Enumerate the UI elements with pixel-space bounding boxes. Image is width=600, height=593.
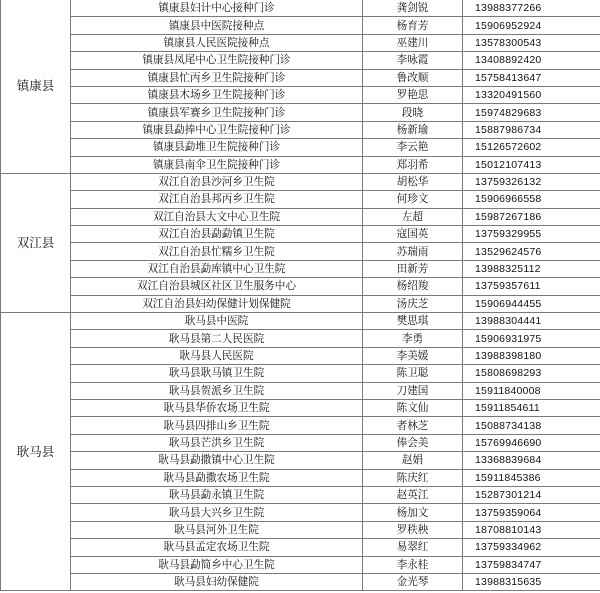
- contact-cell: 杨绍羧: [363, 278, 463, 295]
- phone-cell: 15906966558: [463, 191, 600, 208]
- phone-cell: 13988325112: [463, 260, 600, 277]
- phone-cell: 15088734138: [463, 417, 600, 434]
- contact-cell: 罗艳思: [363, 86, 463, 103]
- site-cell: 镇康县木场乡卫生院接种门诊: [71, 86, 363, 103]
- table-row: [1, 191, 600, 208]
- site-cell: 双江自治县忙糯乡卫生院: [71, 243, 363, 260]
- site-cell: 耿马县勐撒农场卫生院: [71, 469, 363, 486]
- table-row: [1, 365, 600, 382]
- phone-cell: 15911845386: [463, 469, 600, 486]
- site-cell: 耿马县妇幼保健院: [71, 573, 363, 590]
- table-row: [1, 243, 600, 260]
- table-row: [1, 226, 600, 243]
- site-cell: 耿马县人民医院: [71, 347, 363, 364]
- phone-cell: 13529624576: [463, 243, 600, 260]
- site-cell: 镇康县勐捧中心卫生院接种门诊: [71, 121, 363, 138]
- contact-cell: 李云艳: [363, 139, 463, 156]
- table-row: [1, 139, 600, 156]
- contact-cell: 杨育芳: [363, 17, 463, 34]
- site-cell: 耿马县华侨农场卫生院: [71, 399, 363, 416]
- phone-cell: 18708810143: [463, 521, 600, 538]
- site-cell: 双江自治县邦丙乡卫生院: [71, 191, 363, 208]
- contact-cell: 赵英江: [363, 486, 463, 503]
- site-cell: 镇康县中医院接种点: [71, 17, 363, 34]
- table-row: [1, 313, 600, 330]
- contact-cell: 苏瑞雨: [363, 243, 463, 260]
- contact-cell: 寇国英: [363, 226, 463, 243]
- contact-cell: 杨新瑜: [363, 121, 463, 138]
- phone-cell: 13408892420: [463, 52, 600, 69]
- contact-cell: 田新芳: [363, 260, 463, 277]
- contact-cell: 陈文仙: [363, 399, 463, 416]
- table-body: [1, 0, 600, 591]
- site-cell: 耿马县芒洪乡卫生院: [71, 434, 363, 451]
- table-row: [1, 86, 600, 103]
- table-row: [1, 69, 600, 86]
- phone-cell: 13759357611: [463, 278, 600, 295]
- table-row: [1, 452, 600, 469]
- phone-cell: 13320491560: [463, 86, 600, 103]
- site-cell: 耿马县耿马镇卫生院: [71, 365, 363, 382]
- site-cell: 双江自治县勐勐镇卫生院: [71, 226, 363, 243]
- contact-cell: 陈庆红: [363, 469, 463, 486]
- site-cell: 双江自治县妇幼保健计划保健院: [71, 295, 363, 312]
- phone-cell: 13988304441: [463, 313, 600, 330]
- table-row: [1, 417, 600, 434]
- table-row: [1, 121, 600, 138]
- contact-cell: 李勇: [363, 330, 463, 347]
- contact-cell: 俸会美: [363, 434, 463, 451]
- table-row: [1, 434, 600, 451]
- table-row: [1, 469, 600, 486]
- phone-cell: 15906952924: [463, 17, 600, 34]
- contact-cell: 樊思琪: [363, 313, 463, 330]
- table-row: [1, 52, 600, 69]
- site-cell: 镇康县南伞卫生院接种门诊: [71, 156, 363, 173]
- contact-cell: 汤庆芝: [363, 295, 463, 312]
- phone-cell: 15911854611: [463, 399, 600, 416]
- phone-cell: 13988398180: [463, 347, 600, 364]
- table-row: [1, 17, 600, 34]
- table-row: [1, 260, 600, 277]
- phone-cell: 13578300543: [463, 34, 600, 51]
- site-cell: 双江自治县勐库镇中心卫生院: [71, 260, 363, 277]
- county-cell: 耿马县: [1, 313, 71, 591]
- site-cell: 耿马县勐永镇卫生院: [71, 486, 363, 503]
- table-row: [1, 382, 600, 399]
- site-cell: 耿马县四排山乡卫生院: [71, 417, 363, 434]
- table-row: [1, 347, 600, 364]
- site-cell: 双江自治县大文中心卫生院: [71, 208, 363, 225]
- table-row: [1, 208, 600, 225]
- table-row: [1, 0, 600, 17]
- phone-cell: 15758413647: [463, 69, 600, 86]
- phone-cell: 15974829683: [463, 104, 600, 121]
- phone-cell: 15126572602: [463, 139, 600, 156]
- contact-cell: 刀建国: [363, 382, 463, 399]
- table-row: [1, 156, 600, 173]
- phone-cell: 13759334962: [463, 539, 600, 556]
- table-row: [1, 278, 600, 295]
- contact-cell: 段晓: [363, 104, 463, 121]
- phone-cell: 15987267186: [463, 208, 600, 225]
- site-cell: 耿马县贺派乡卫生院: [71, 382, 363, 399]
- table-row: [1, 399, 600, 416]
- site-cell: 镇康县勐堆卫生院接种门诊: [71, 139, 363, 156]
- contact-cell: 赵娟: [363, 452, 463, 469]
- phone-cell: 15769946690: [463, 434, 600, 451]
- table-row: [1, 486, 600, 503]
- contact-cell: 李美媛: [363, 347, 463, 364]
- site-cell: 耿马县孟定农场卫生院: [71, 539, 363, 556]
- table-row: [1, 295, 600, 312]
- site-cell: 耿马县河外卫生院: [71, 521, 363, 538]
- phone-cell: 15906931975: [463, 330, 600, 347]
- phone-cell: 13988315635: [463, 573, 600, 590]
- table-row: [1, 573, 600, 590]
- contact-cell: 胡松华: [363, 173, 463, 190]
- site-cell: 耿马县第二人民医院: [71, 330, 363, 347]
- table-row: [1, 521, 600, 538]
- contact-cell: 者林芝: [363, 417, 463, 434]
- site-cell: 镇康县忙丙乡卫生院接种门诊: [71, 69, 363, 86]
- contact-cell: 郑羽希: [363, 156, 463, 173]
- site-cell: 耿马县勐撒镇中心卫生院: [71, 452, 363, 469]
- contact-cell: 左超: [363, 208, 463, 225]
- phone-cell: 13368839684: [463, 452, 600, 469]
- contact-cell: 龚剑锐: [363, 0, 463, 17]
- site-cell: 镇康县凤尾中心卫生院接种门诊: [71, 52, 363, 69]
- table-row: [1, 104, 600, 121]
- county-cell: 双江县: [1, 173, 71, 312]
- contact-cell: 李永桂: [363, 556, 463, 573]
- table-row: [1, 504, 600, 521]
- table-row: [1, 556, 600, 573]
- contact-cell: 杨加文: [363, 504, 463, 521]
- contact-cell: 罗秩秧: [363, 521, 463, 538]
- site-cell: 耿马县勐简乡中心卫生院: [71, 556, 363, 573]
- phone-cell: 15911840008: [463, 382, 600, 399]
- table-row: [1, 539, 600, 556]
- contact-cell: 何珍文: [363, 191, 463, 208]
- county-cell: 镇康县: [1, 0, 71, 173]
- phone-cell: 15808698293: [463, 365, 600, 382]
- phone-cell: 15012107413: [463, 156, 600, 173]
- phone-cell: 13988377266: [463, 0, 600, 17]
- phone-cell: 15906944455: [463, 295, 600, 312]
- site-cell: 耿马县中医院: [71, 313, 363, 330]
- phone-cell: 15287301214: [463, 486, 600, 503]
- table-row: [1, 173, 600, 190]
- contact-cell: 鲁改顺: [363, 69, 463, 86]
- site-cell: 耿马县大兴乡卫生院: [71, 504, 363, 521]
- contact-cell: 易翠红: [363, 539, 463, 556]
- contact-cell: 李咏霞: [363, 52, 463, 69]
- contact-cell: 金光琴: [363, 573, 463, 590]
- phone-cell: 13759329955: [463, 226, 600, 243]
- site-cell: 双江自治县沙河乡卫生院: [71, 173, 363, 190]
- phone-cell: 13759359064: [463, 504, 600, 521]
- site-cell: 镇康县军赛乡卫生院接种门诊: [71, 104, 363, 121]
- site-cell: 镇康县人民医院接种点: [71, 34, 363, 51]
- contact-cell: 陈卫聪: [363, 365, 463, 382]
- contact-cell: 巫建川: [363, 34, 463, 51]
- phone-cell: 13759326132: [463, 173, 600, 190]
- site-cell: 双江自治县城区社区卫生服务中心: [71, 278, 363, 295]
- table-row: [1, 330, 600, 347]
- site-cell: 镇康县妇计中心接种门诊: [71, 0, 363, 17]
- phone-cell: 13759834747: [463, 556, 600, 573]
- phone-cell: 15887986734: [463, 121, 600, 138]
- table-row: [1, 34, 600, 51]
